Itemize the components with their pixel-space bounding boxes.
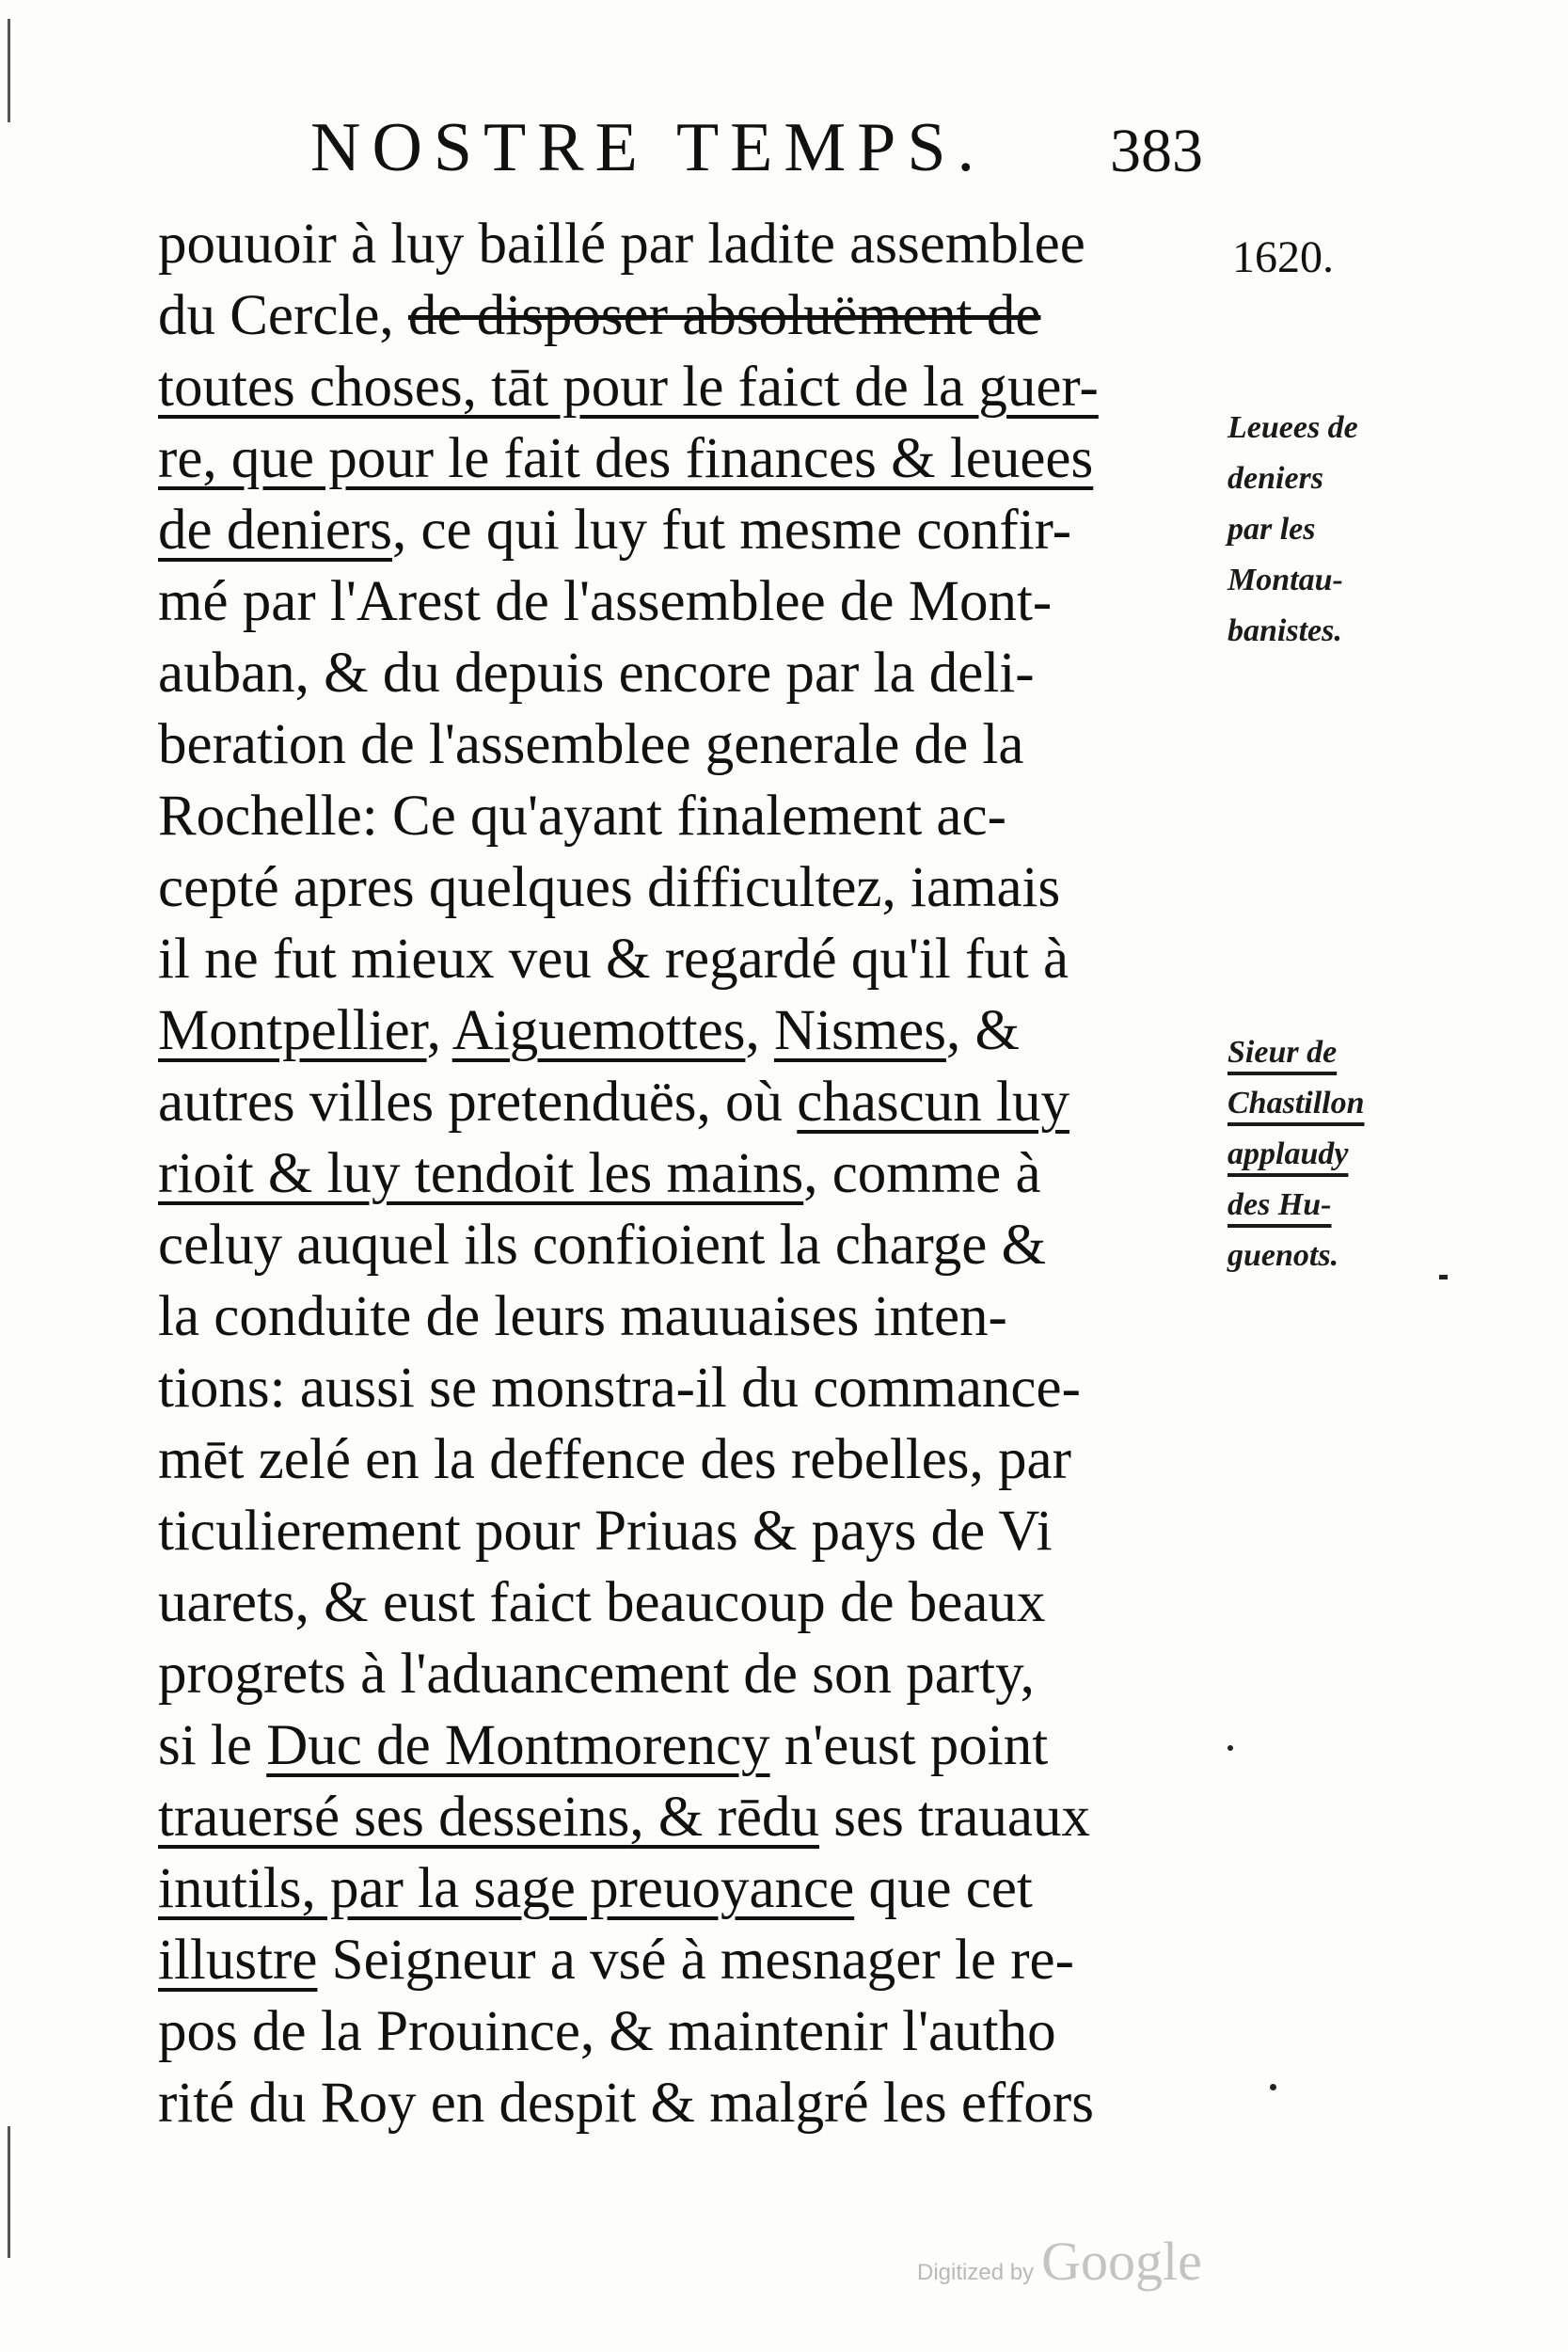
margin-note-line: banistes. xyxy=(1227,613,1342,648)
text-line: Rochelle: Ce qu'ayant finalement ac- xyxy=(158,785,1006,848)
text-segment: autres villes pretenduës, où xyxy=(158,1071,798,1134)
text-line: pos de la Prouince, & maintenir l'autho xyxy=(158,2000,1056,2063)
underlined-text: trauersé ses desseins, & rēdu xyxy=(158,1786,819,1849)
ink-speck xyxy=(1439,1275,1448,1279)
margin-note-line: applaudy xyxy=(1227,1136,1349,1171)
margin-note-line: des Hu- xyxy=(1227,1187,1332,1222)
text-line: pouuoir à luy baillé par ladite assemblee xyxy=(158,213,1085,276)
underlined-text: Montpellier xyxy=(158,999,427,1062)
text-line xyxy=(158,1138,1216,1210)
text-line xyxy=(158,995,1216,1067)
text-segment: , xyxy=(426,999,452,1062)
text-line: mé par l'Arest de l'assemblee de Mont- xyxy=(158,570,1053,633)
margin-note-leuees xyxy=(1227,403,1416,657)
text-line: il ne fut mieux veu & regardé qu'il fut à xyxy=(158,928,1069,991)
text-segment: , ce qui luy fut mesme confir- xyxy=(391,499,1072,562)
margin-note-line: par les xyxy=(1227,512,1316,547)
underlined-text: Nismes xyxy=(773,999,946,1062)
underlined-text: illustre xyxy=(158,1929,318,1992)
text-segment: , comme à xyxy=(803,1142,1041,1205)
margin-year: 1620. xyxy=(1232,232,1334,282)
text-line: ticulierement pour Priuas & pays de Vi xyxy=(158,1500,1053,1563)
text-segment: du Cercle, xyxy=(158,284,408,347)
google-logo: Google xyxy=(1041,2231,1202,2292)
text-segment: que cet xyxy=(854,1857,1033,1920)
margin-note-line: Chastillon xyxy=(1227,1086,1365,1120)
text-line: la conduite de leurs mauuaises inten- xyxy=(158,1285,1007,1348)
text-segment: n'eust point xyxy=(769,1714,1049,1777)
margin-note-line: Montau- xyxy=(1227,563,1343,597)
text-line xyxy=(158,495,1216,566)
digitized-watermark xyxy=(917,2230,1202,2293)
margin-note-line: deniers xyxy=(1227,461,1323,496)
underlined-text: rioit & luy tendoit les mains xyxy=(158,1142,804,1205)
underlined-text: de deniers xyxy=(158,499,392,562)
text-line: beration de l'assemblee generale de la xyxy=(158,713,1024,776)
scan-edge-mark xyxy=(8,2126,10,2258)
text-line: rité du Roy en despit & malgré les effors xyxy=(158,2072,1094,2135)
text-line xyxy=(158,1853,1216,1925)
digitized-by-text: Digitized by xyxy=(917,2260,1035,2285)
text-line: cepté apres quelques difficultez, iamais xyxy=(158,856,1061,919)
underlined-text: inutils, par la sage preuoyance xyxy=(158,1857,855,1920)
text-segment: , & xyxy=(945,999,1020,1062)
margin-note-chastillon xyxy=(1227,1027,1416,1281)
text-line xyxy=(158,1782,1216,1853)
underlined-line: toutes choses, tāt pour le faict de la guer- xyxy=(158,356,1099,419)
ink-speck xyxy=(1227,1745,1233,1751)
text-line: mēt zelé en la deffence des rebelles, par xyxy=(158,1428,1071,1491)
underlined-text: Aiguemottes xyxy=(451,999,746,1062)
text-line: auban, & du depuis encore par la deli- xyxy=(158,642,1035,705)
underlined-line: re, que pour le fait des finances & leuees xyxy=(158,427,1094,490)
text-line xyxy=(158,1710,1216,1782)
running-head: NOSTRE TEMPS. xyxy=(310,109,986,186)
text-segment: si le xyxy=(158,1714,267,1777)
ink-speck xyxy=(1270,2084,1276,2090)
page-number: 383 xyxy=(1110,117,1203,185)
text-line xyxy=(158,1925,1216,1996)
text-line xyxy=(158,1067,1216,1138)
underlined-text: Duc de Montmorency xyxy=(266,1714,770,1777)
underlined-text: chascun luy xyxy=(797,1071,1069,1134)
text-line: tions: aussi se monstra-il du commance- xyxy=(158,1357,1081,1420)
body-text xyxy=(158,209,1216,2139)
scan-edge-mark xyxy=(8,19,10,122)
text-line xyxy=(158,280,1216,352)
text-segment: ses trauaux xyxy=(819,1786,1090,1849)
text-line: uarets, & eust faict beaucoup de beaux xyxy=(158,1571,1046,1634)
text-segment: , xyxy=(745,999,774,1062)
struck-text: de disposer absoluëment de xyxy=(407,284,1041,347)
margin-note-line: guenots. xyxy=(1227,1238,1339,1273)
text-line: celuy auquel ils confioient la charge & xyxy=(158,1214,1047,1277)
text-line: progrets à l'aduancement de son party, xyxy=(158,1643,1035,1706)
margin-note-line: Sieur de xyxy=(1227,1035,1338,1070)
margin-note-line: Leuees de xyxy=(1227,410,1358,445)
text-segment: Seigneur a vsé à mesnager le re- xyxy=(317,1929,1074,1992)
